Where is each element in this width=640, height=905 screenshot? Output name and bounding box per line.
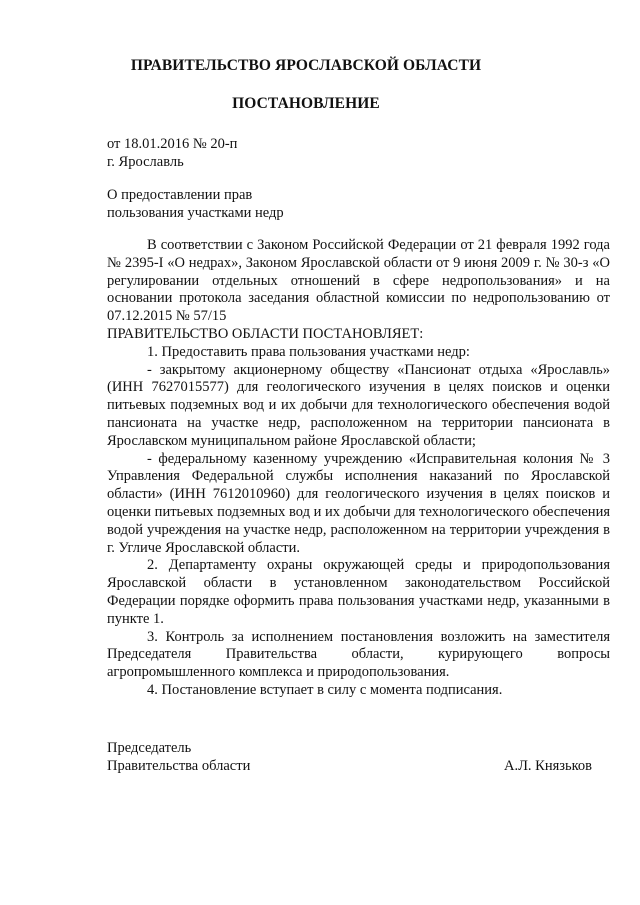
resolves-line: ПРАВИТЕЛЬСТВО ОБЛАСТИ ПОСТАНОВЛЯЕТ:	[107, 325, 424, 342]
item-1: 1. Предоставить права пользования участками недр:	[147, 343, 470, 360]
signature-row	[107, 757, 592, 775]
item-4: 4. Постановление вступает в силу с момента подписания.	[147, 681, 503, 698]
document-city: г. Ярославль	[107, 154, 184, 170]
item-1-subitem-a: - закрытому акционерному обществу «Пансионат отдыха «Ярославль» (ИНН 7627015577) для геологического изучения в целях поисков и оценки питьевых подземных вод и их добычи для технологического обеспечения водой пансионата на участке недр, расположенном на территории пансионата в Ярославском муниципальном районе Ярославской области;	[107, 361, 610, 449]
item-3: 3. Контроль за исполнением постановления возложить на заместителя Председателя Правительства области, курирующего вопросы агропромышленного комплекса и природопользования.	[107, 628, 610, 681]
subject-line: О предоставлении прав	[107, 187, 253, 203]
signer-position-line: Правительства области	[107, 758, 251, 774]
document-type: ПОСТАНОВЛЕНИЕ	[232, 95, 380, 112]
document-date-number: от 18.01.2016 № 20-п	[107, 136, 238, 152]
document-body	[107, 237, 610, 700]
signature-block	[107, 739, 592, 775]
document-subject	[107, 186, 284, 222]
preamble-paragraph: В соответствии с Законом Российской Федерации от 21 февраля 1992 года № 2395-I «О недрах», Законом Ярославской области от 9 июня 2009 г. № 30-з «О регулировании отдельных отношений в сфере недропользования» и на основании протокола заседания областной комиссии по недропользованию от 07.12.2015 № 57/15	[107, 237, 610, 325]
item-2: 2. Департаменту охраны окружающей среды и природопользования Ярославской области в установленном законодательством Российской Федерации порядке оформить права пользования участками недр, указанными в пункте 1.	[107, 557, 610, 627]
item-1-subitem-b: - федеральному казенному учреждению «Исправительная колония № 3 Управления Федеральной службы исполнения наказаний по Ярославской области» (ИНН 7612010960) для геологического изучения в целях поисков и оценки питьевых подземных вод и их добычи для технологического обеспечения водой учреждения на участке недр, расположенном на территории учреждения в г. Угличе Ярославской области.	[107, 450, 610, 556]
signer-name: А.Л. Князьков	[503, 758, 592, 774]
government-title: ПРАВИТЕЛЬСТВО ЯРОСЛАВСКОЙ ОБЛАСТИ	[130, 57, 482, 74]
subject-line: пользования участками недр	[107, 205, 284, 221]
signer-position-line: Председатель	[107, 740, 192, 756]
